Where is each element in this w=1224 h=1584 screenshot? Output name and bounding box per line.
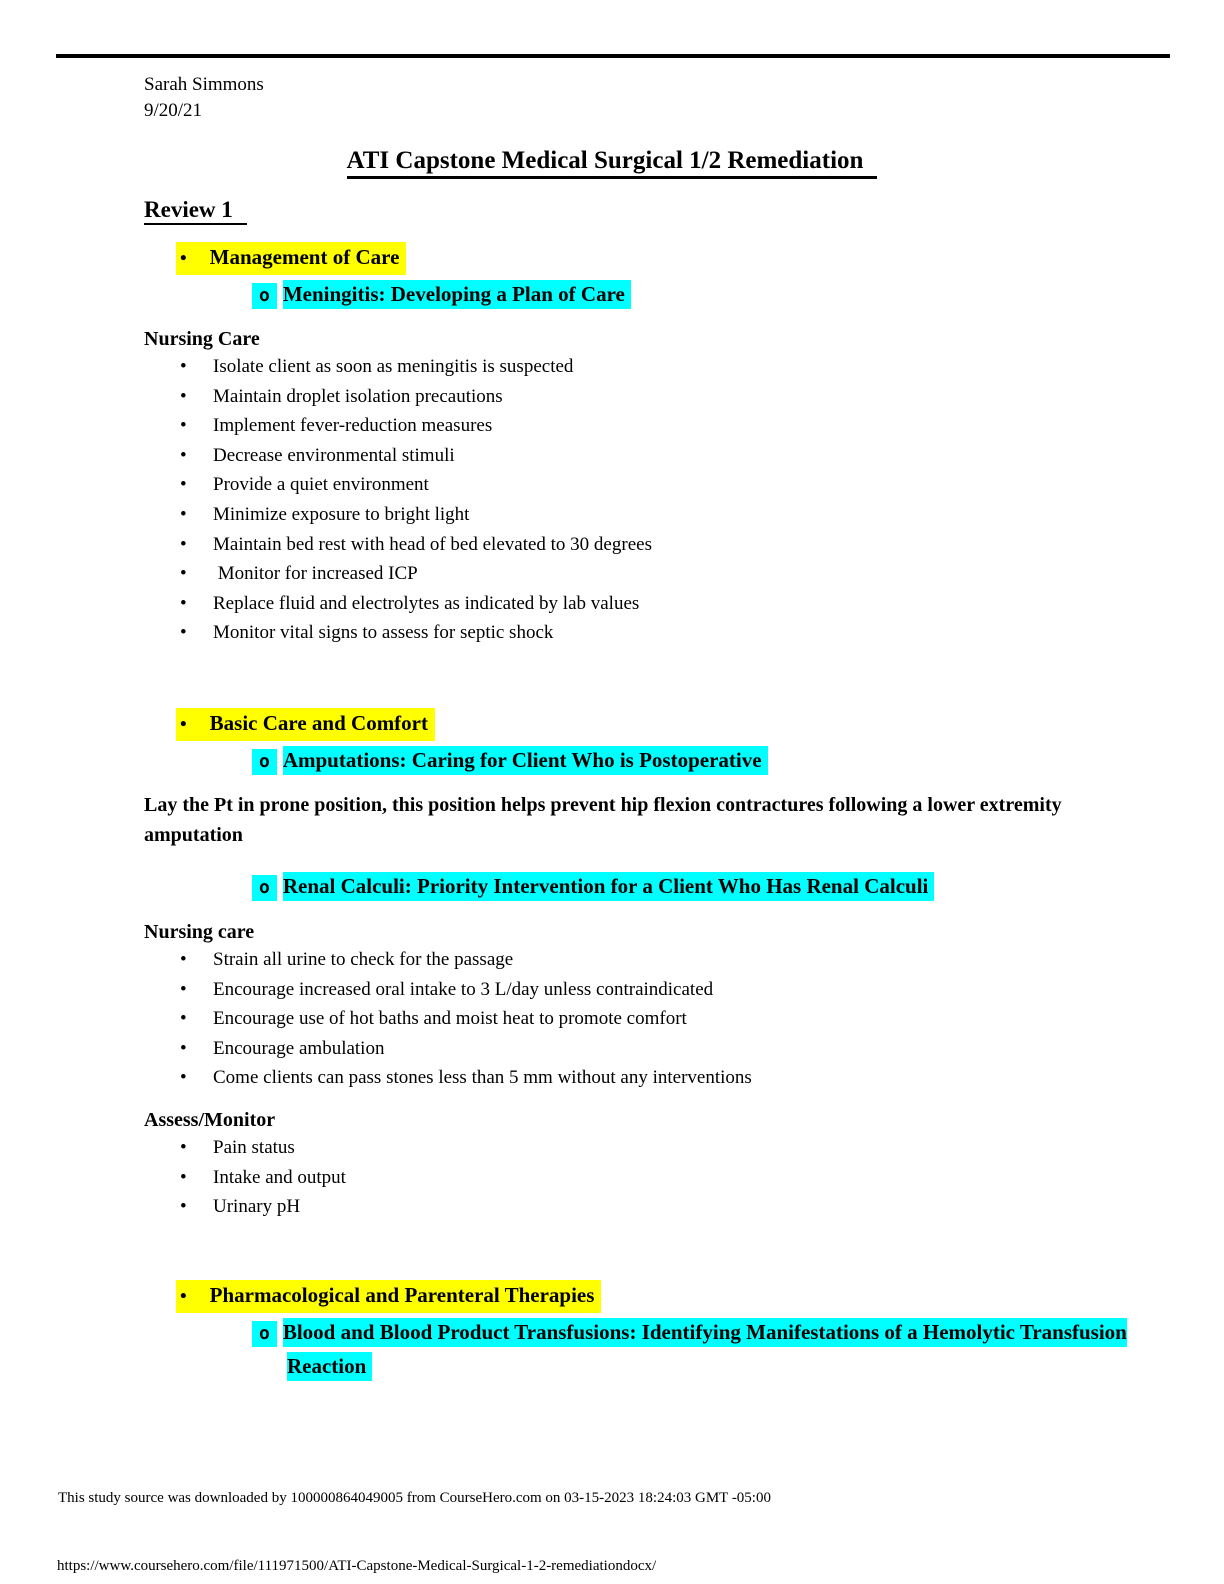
bullet-icon: • (180, 415, 187, 437)
bullet-icon: • (180, 1196, 187, 1218)
list-item: • Pain status (144, 1133, 1154, 1163)
bullet-icon: • (180, 713, 187, 735)
bullet-icon: • (180, 592, 187, 614)
bullet-icon: • (180, 503, 187, 525)
bullet-icon: • (180, 533, 187, 555)
list-item: • Maintain bed rest with head of bed elevated to 30 degrees (144, 530, 1154, 560)
review-heading (144, 196, 1154, 224)
assess-monitor-heading: Assess/Monitor (144, 1108, 276, 1131)
category-pharmacological (144, 1280, 1154, 1313)
list-item: • Intake and output (144, 1163, 1154, 1193)
bullet-icon: • (180, 1166, 187, 1188)
circle-bullet-icon: o (252, 875, 277, 901)
list-item: • Strain all urine to check for the passage (144, 945, 1154, 975)
bullet-icon: • (180, 563, 187, 585)
bullet-icon: • (180, 1037, 187, 1059)
list-item: • Monitor for increased ICP (144, 559, 1154, 589)
document-content (144, 72, 1154, 1383)
footer-source-url: https://www.coursehero.com/file/111971500/ATI-Capstone-Medical-Surgical-1-2-remediationdocx/ (57, 1558, 657, 1574)
document-title (144, 146, 1080, 176)
review-heading-text: Review 1 (144, 197, 247, 225)
footer-download-note: This study source was downloaded by 100000864049005 from CourseHero.com on 03-15-2023 18:24:03 GMT -05:00 (58, 1490, 771, 1506)
bullet-icon: • (180, 474, 187, 496)
category-label: Basic Care and Comfort (209, 710, 428, 735)
list-item: • Isolate client as soon as meningitis is suspected (144, 352, 1154, 382)
yellow-highlight (176, 1280, 601, 1313)
bullet-icon: • (180, 444, 187, 466)
bullet-icon: • (180, 248, 187, 269)
amputation-position-note: Lay the Pt in prone position, this position helps prevent hip flexion contractures following a lower extremity amputation (144, 793, 1062, 846)
list-item: • Encourage ambulation (144, 1034, 1154, 1064)
topic-blood-transfusions (144, 1316, 1154, 1383)
list-item: • Encourage use of hot baths and moist heat to promote comfort (144, 1004, 1154, 1034)
yellow-highlight (176, 708, 435, 741)
author-name: Sarah Simmons (144, 74, 264, 95)
bullet-icon: • (180, 1008, 187, 1030)
list-item: • Encourage increased oral intake to 3 L/day unless contraindicated (144, 975, 1154, 1005)
assess-monitor-list (144, 1133, 1154, 1222)
topic-meningitis (144, 278, 1154, 312)
category-label: Pharmacological and Parenteral Therapies (209, 1282, 595, 1307)
bullet-icon: • (180, 1285, 187, 1307)
bullet-icon: • (180, 1136, 187, 1158)
yellow-highlight (176, 242, 406, 275)
nursing-care-heading-2: Nursing care (144, 920, 255, 943)
document-date: 9/20/21 (144, 100, 203, 121)
meningitis-nursing-care-list (144, 352, 1154, 648)
header-divider (56, 54, 1170, 58)
topic-renal-calculi (144, 870, 1154, 904)
bullet-icon: • (180, 356, 187, 377)
topic-label: Renal Calculi: Priority Intervention for a Client Who Has Renal Calculi (283, 872, 935, 901)
nursing-care-heading: Nursing Care (144, 328, 260, 350)
list-item: • Replace fluid and electrolytes as indicated by lab values (144, 589, 1154, 619)
topic-label: Amputations: Caring for Client Who is Postoperative (283, 746, 768, 775)
list-item: • Maintain droplet isolation precautions (144, 382, 1154, 412)
circle-bullet-icon: o (252, 1321, 277, 1347)
document-title-text: ATI Capstone Medical Surgical 1/2 Remediation (347, 147, 878, 179)
circle-bullet-icon: o (252, 749, 277, 775)
list-item: • Decrease environmental stimuli (144, 441, 1154, 471)
category-label: Management of Care (209, 245, 400, 269)
list-item: • Monitor vital signs to assess for septic shock (144, 618, 1154, 648)
category-management-of-care (144, 242, 1154, 275)
topic-amputations (144, 744, 1154, 778)
circle-bullet-icon: o (252, 283, 277, 309)
bullet-icon: • (180, 385, 187, 407)
bullet-icon: • (180, 978, 187, 1000)
list-item: • Provide a quiet environment (144, 470, 1154, 500)
list-item: • Minimize exposure to bright light (144, 500, 1154, 530)
renal-nursing-care-list (144, 945, 1154, 1093)
list-item: • Urinary pH (144, 1192, 1154, 1222)
topic-label: Blood and Blood Product Transfusions: Identifying Manifestations of a Hemolytic Transfusion Reaction (283, 1318, 1127, 1381)
topic-label: Meningitis: Developing a Plan of Care (283, 280, 631, 309)
bullet-icon: • (180, 1067, 187, 1089)
bullet-icon: • (180, 948, 187, 970)
category-basic-care-and-comfort (144, 708, 1154, 741)
list-item: • Come clients can pass stones less than 5 mm without any interventions (144, 1063, 1154, 1093)
bullet-icon: • (180, 622, 187, 644)
list-item: • Implement fever-reduction measures (144, 411, 1154, 441)
